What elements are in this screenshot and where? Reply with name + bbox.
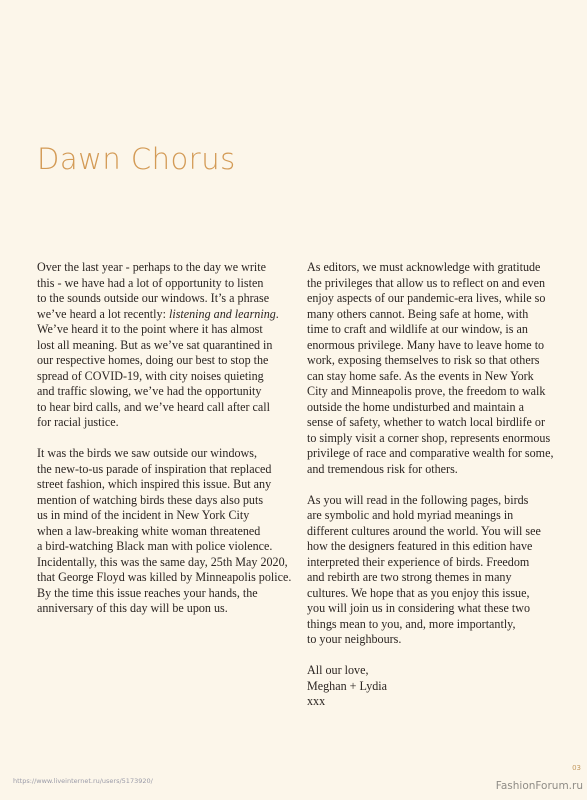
text-line: By the time this issue reaches your hands, the [37, 585, 258, 600]
text-line: to your neighbours. [307, 632, 402, 646]
text-line: As editors, we must acknowledge with gratitude [307, 260, 541, 274]
signoff [307, 663, 562, 710]
text-line: things mean to you, and, more importantly, [307, 616, 516, 631]
text-line: the new-to-us parade of inspiration that replaced [37, 461, 272, 476]
text-line: It was the birds we saw outside our windows, [37, 446, 258, 460]
text-line: to simply visit a corner shop, represents enormous [307, 430, 551, 445]
text-line: enjoy aspects of our pandemic-era lives, while so [307, 291, 546, 305]
signoff-kisses: xxx [307, 694, 326, 708]
text-line: and rebirth are two strong themes in many [307, 570, 512, 584]
right-column [307, 260, 562, 725]
birds-paragraph [37, 446, 292, 617]
text-line: a bird-watching Black man with police violence. [37, 539, 273, 553]
text-line: you will join us in considering what these two [307, 601, 531, 615]
text-segment: . [275, 306, 279, 321]
text-line: for racial justice. [37, 415, 119, 429]
intro-paragraph [37, 260, 292, 431]
page-number: 03 [572, 764, 581, 772]
text-line: different cultures around the world. You will see [307, 523, 541, 538]
text-line: are symbolic and hold myriad meanings in [307, 508, 514, 522]
text-line: when a law-breaking white woman threatened [37, 523, 261, 538]
text-line: lost all meaning. But as we’ve sat quarantined in [37, 337, 273, 352]
text-line: the privileges that allow us to reflect on and even [307, 275, 546, 290]
text-line: privilege of race and comparative wealth for some, [307, 446, 554, 460]
text-line: street fashion, which inspired this issue. But any [37, 477, 272, 491]
text-segment: we’ve heard a lot recently: [37, 306, 169, 321]
text-line: can stay home safe. As the events in New York [307, 368, 534, 383]
text-line: our respective homes, doing our best to stop the [37, 353, 269, 367]
text-line [37, 307, 292, 323]
text-line: As you will read in the following pages, birds [307, 492, 529, 507]
site-watermark: FashionForum.ru [495, 780, 583, 792]
text-line: and tremendous risk for others. [307, 461, 458, 476]
text-line: City and Minneapolis prove, the freedom to walk [307, 384, 546, 398]
text-line: and traffic slowing, we’ve had the opportunity [37, 384, 262, 398]
text-line: time to craft and wildlife at our window, is an [307, 322, 528, 336]
text-line: Over the last year - perhaps to the day we write [37, 260, 267, 274]
text-line: cultures. We hope that as you enjoy this issue, [307, 585, 530, 600]
text-line: that George Floyd was killed by Minneapolis police. [37, 570, 292, 584]
text-line: We’ve heard it to the point where it has almost [37, 322, 263, 336]
editors-paragraph [307, 260, 562, 477]
symbolism-paragraph [307, 493, 562, 648]
text-line: to hear bird calls, and we’ve heard call after call [37, 399, 271, 414]
text-line: to the sounds outside our windows. It’s a phrase [37, 291, 270, 305]
text-line: interpreted their experience of birds. Freedom [307, 554, 530, 569]
signoff-line: All our love, [307, 663, 369, 677]
emphasis-text: listening and learning [168, 306, 276, 321]
text-line: this - we have had a lot of opportunity to listen [37, 275, 264, 290]
text-line: spread of COVID-19, with city noises quieting [37, 368, 264, 383]
text-line: work, exposing themselves to risk so that others [307, 353, 540, 367]
signature-names: Meghan + Lydia [307, 678, 388, 693]
text-line: us in mind of the incident in New York City [37, 508, 250, 522]
text-line: Incidentally, this was the same day, 25th May 2020, [37, 554, 288, 569]
text-line: how the designers featured in this edition have [307, 539, 533, 553]
source-url: https://www.liveinternet.ru/users/5173920/ [13, 777, 153, 785]
text-line: mention of watching birds these days also puts [37, 492, 264, 507]
text-line: enormous privilege. Many have to leave home to [307, 337, 545, 352]
text-line: outside the home undisturbed and maintain a [307, 399, 524, 414]
text-line: many others cannot. Being safe at home, with [307, 306, 529, 321]
text-line: sense of safety, whether to watch local birdlife or [307, 415, 545, 429]
left-column [37, 260, 292, 632]
page-title: Dawn Chorus [37, 142, 236, 176]
text-line: anniversary of this day will be upon us. [37, 601, 228, 615]
